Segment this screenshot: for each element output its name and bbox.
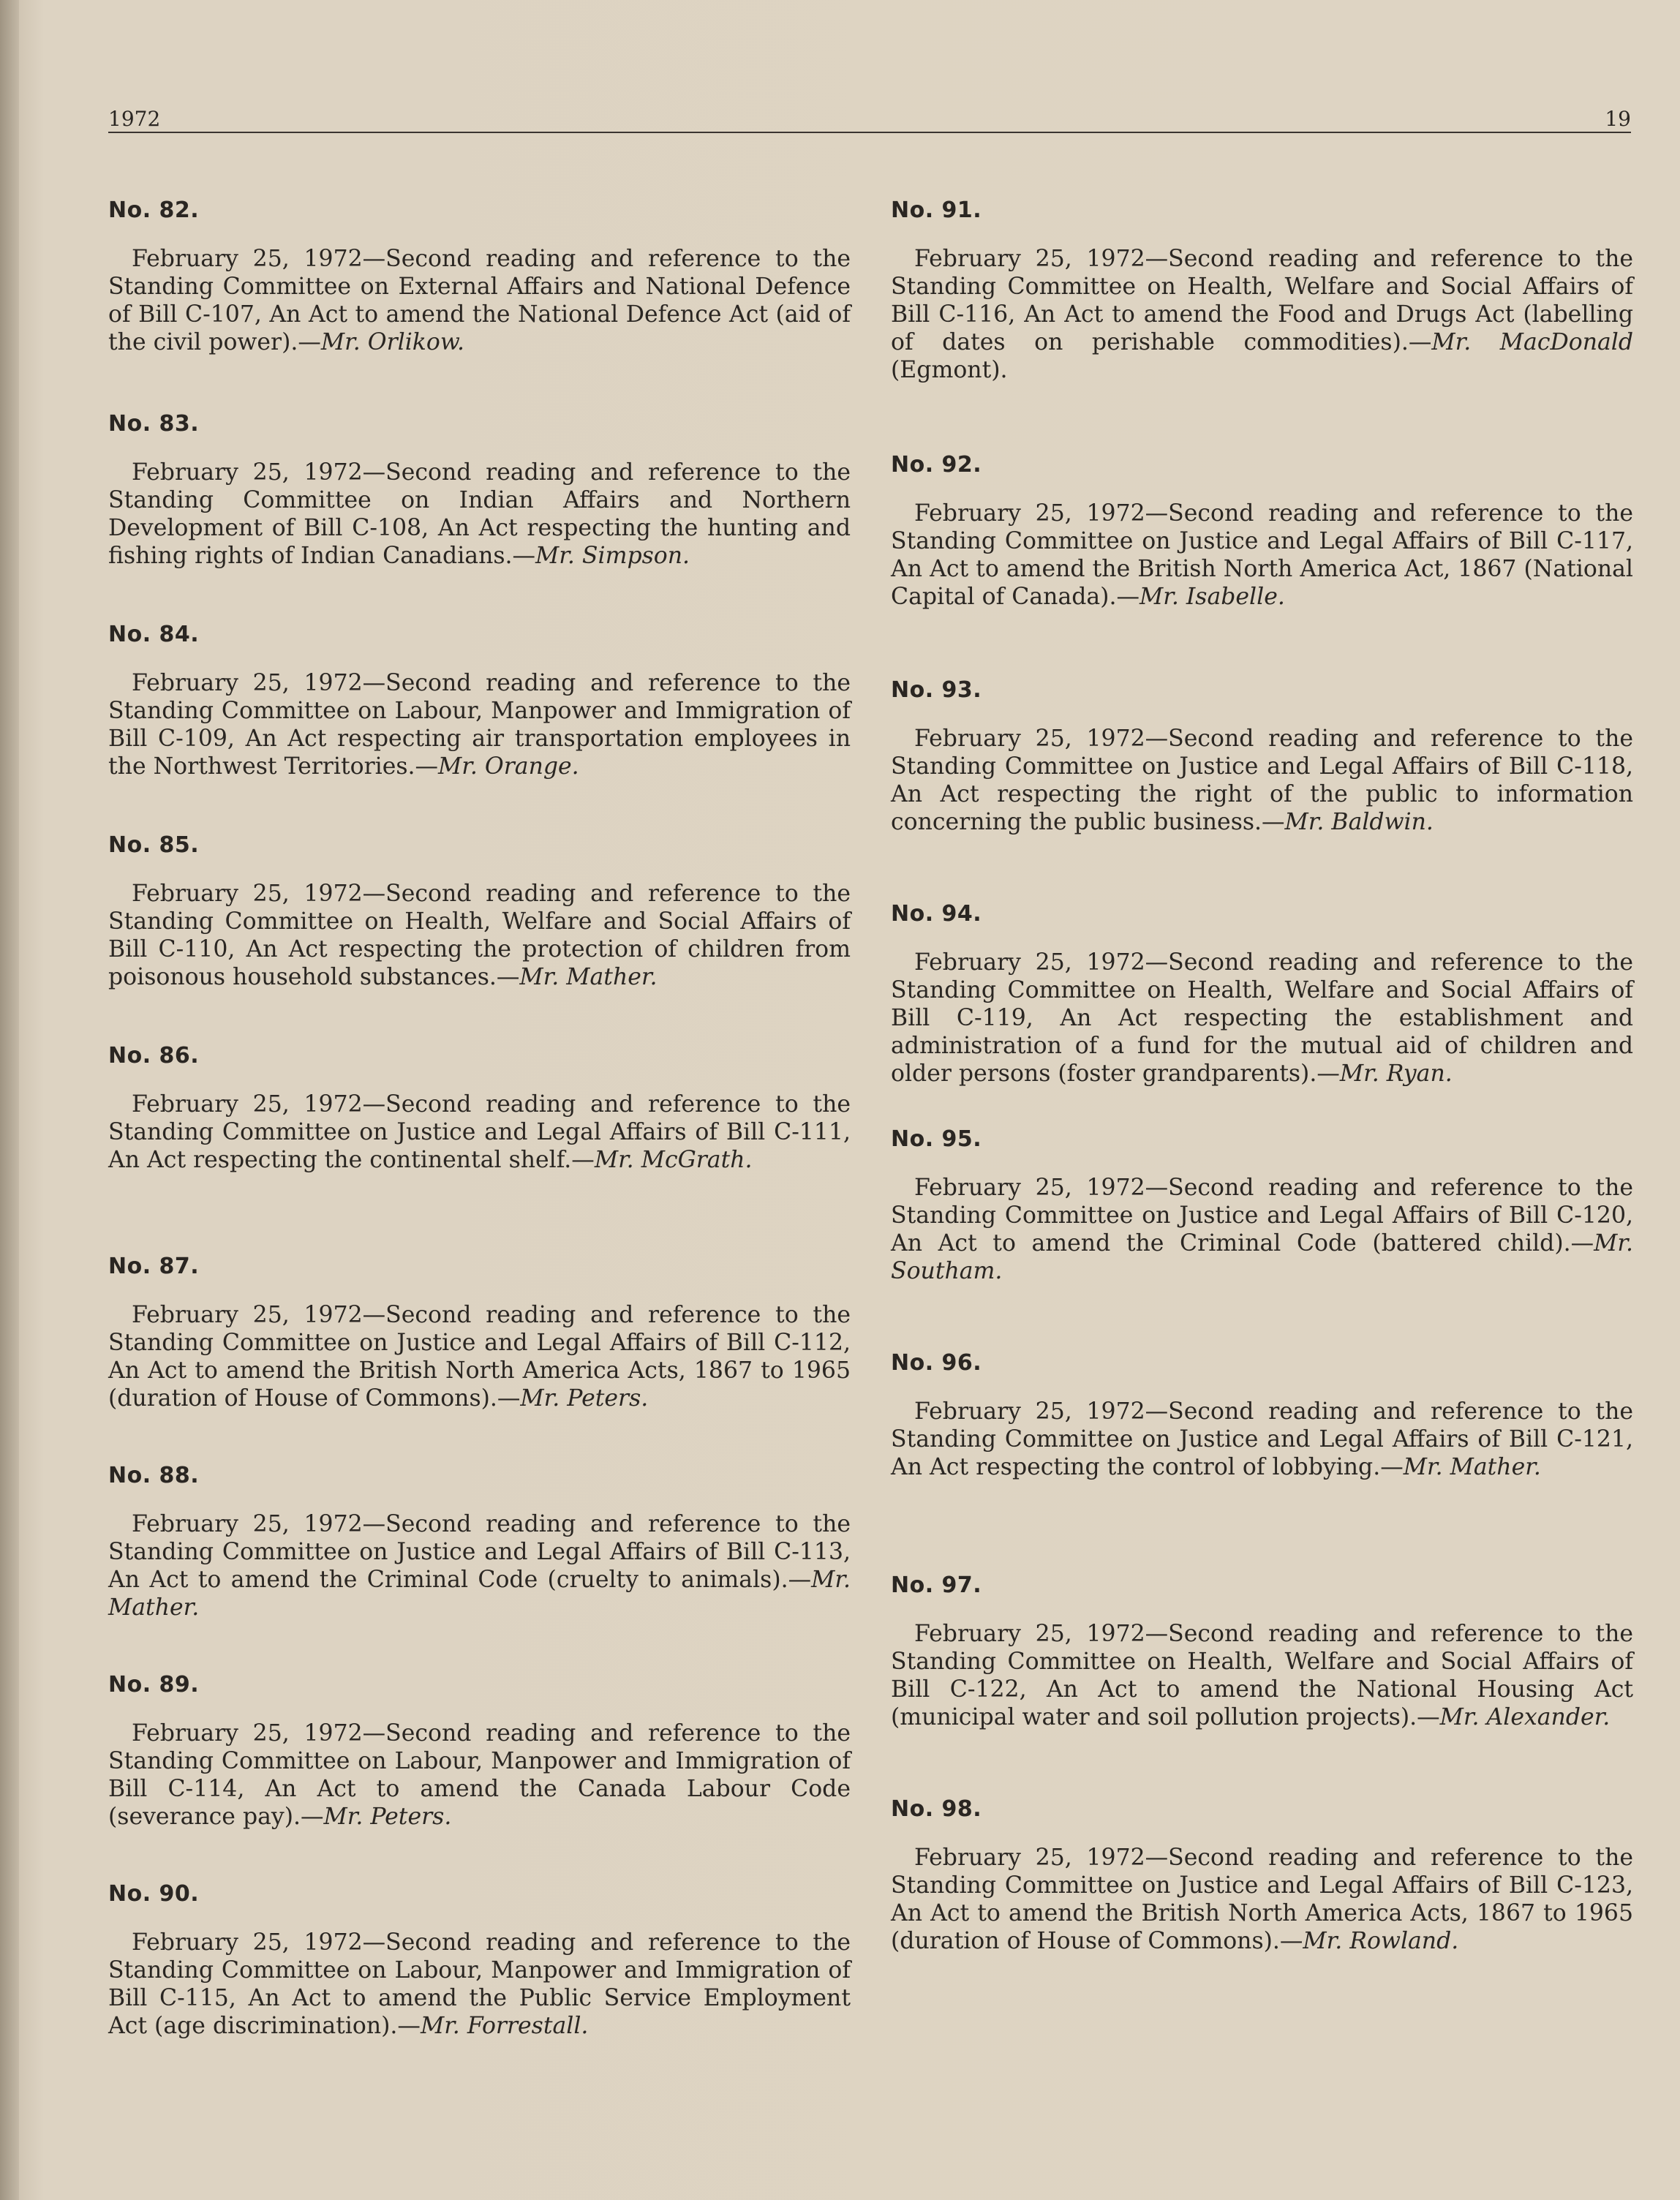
- entry-body: February 25, 1972—Second reading and reference to the Standing Committee on Justice and Legal Affairs of Bill C-117, An Act to amend the British North America Act, 1867 (National Capital of Canada).—: [891, 500, 1633, 610]
- entry-body: February 25, 1972—Second reading and reference to the Standing Committee on Justice and Legal Affairs of Bill C-120, An Act to amend the Criminal Code (battered child).—: [891, 1175, 1633, 1257]
- entry-number: No. 87.: [108, 1254, 200, 1279]
- entry-body: February 25, 1972—Second reading and reference to the Standing Committee on Indian Affairs and Northern Development of Bill C-108, An Act respecting the hunting and fishing rights of Indian Canadians.—: [108, 459, 851, 569]
- entry-text: [108, 459, 851, 570]
- entry-body: February 25, 1972—Second reading and reference to the Standing Committee on Justice and Legal Affairs of Bill C-113, An Act to amend the Criminal Code (cruelty to animals).—: [108, 1511, 851, 1593]
- entry-text: [108, 669, 851, 780]
- entry-number: No. 90.: [108, 1881, 200, 1907]
- entry-mover: Mr. Mather.: [519, 964, 658, 990]
- header-year: 1972: [108, 107, 161, 131]
- entry-number: No. 96.: [891, 1350, 982, 1376]
- entry-body: February 25, 1972—Second reading and reference to the Standing Committee on Justice and Legal Affairs of Bill C-121, An Act respecting the control of lobbying.—: [891, 1398, 1633, 1480]
- entry-mover: Mr. McGrath.: [594, 1147, 753, 1173]
- entry-text: [891, 1174, 1633, 1285]
- entry-number: No. 82.: [108, 197, 200, 223]
- entry-number: No. 84.: [108, 622, 200, 647]
- entry-body: February 25, 1972—Second reading and reference to the Standing Committee on Health, Welfare and Social Affairs of Bill C-110, An Act respecting the protection of children from poisonous household substances.—: [108, 881, 851, 990]
- entry-mover: Mr. Alexander.: [1439, 1704, 1611, 1730]
- entry-text: [891, 1398, 1633, 1481]
- entry-number: No. 83.: [108, 411, 200, 437]
- entry-body: February 25, 1972—Second reading and reference to the Standing Committee on Justice and Legal Affairs of Bill C-118, An Act respecting the right of the public to information concerning the public business.—: [891, 726, 1633, 835]
- entry-mover: Mr. Ryan.: [1339, 1061, 1453, 1087]
- entry-mover: Mr. Forrestall.: [420, 2013, 589, 2039]
- order-paper-entry: [108, 832, 851, 991]
- order-paper-entry: [108, 1043, 851, 1174]
- entry-body: February 25, 1972—Second reading and reference to the Standing Committee on Labour, Manpower and Immigration of Bill C-109, An Act respecting air transportation employees in the Northwest Territories.—: [108, 670, 851, 780]
- entry-text: [108, 1929, 851, 2040]
- entry-body: February 25, 1972—Second reading and reference to the Standing Committee on Health, Welfare and Social Affairs of Bill C-116, An Act to amend the Food and Drugs Act (labelling of dates on perishable commodities).—: [891, 246, 1633, 355]
- entry-number: No. 97.: [891, 1572, 982, 1598]
- entry-text: [891, 245, 1633, 384]
- order-paper-entry: [891, 677, 1633, 836]
- entry-mover: Mr. Mather.: [108, 1567, 851, 1621]
- entry-text: [108, 1301, 851, 1412]
- entry-text: [891, 1620, 1633, 1731]
- entry-mover: Mr. Orlikow.: [320, 329, 465, 355]
- order-paper-entry: [108, 411, 851, 570]
- page-number: 19: [1605, 107, 1631, 131]
- entry-mover: Mr. Rowland.: [1303, 1928, 1459, 1954]
- order-paper-entry: [108, 1254, 851, 1412]
- entry-text: [108, 1719, 851, 1831]
- entry-number: No. 94.: [891, 901, 982, 927]
- order-paper-entry: [891, 1126, 1633, 1285]
- entry-mover: Mr. Simpson.: [535, 543, 690, 569]
- entry-text: [891, 725, 1633, 836]
- entry-body: February 25, 1972—Second reading and reference to the Standing Committee on Labour, Manpower and Immigration of Bill C-114, An Act to amend the Canada Labour Code (severance pay).—: [108, 1720, 851, 1830]
- entry-number: No. 88.: [108, 1463, 200, 1488]
- entry-number: No. 93.: [891, 677, 982, 703]
- order-paper-entry: [891, 1572, 1633, 1731]
- book-spine-shadow: [0, 0, 19, 2200]
- entry-text: [108, 1090, 851, 1174]
- entry-mover: Mr. Mather.: [1403, 1454, 1541, 1480]
- order-paper-entry: [108, 1881, 851, 2040]
- entry-number: No. 89.: [108, 1672, 200, 1698]
- entry-mover: Mr. Southam.: [891, 1230, 1633, 1284]
- entry-mover: Mr. Peters.: [520, 1385, 649, 1412]
- entry-number: No. 95.: [891, 1126, 982, 1152]
- order-paper-entry: [108, 197, 851, 356]
- entry-mover: Mr. MacDonald: [1431, 329, 1633, 355]
- entry-number: No. 85.: [108, 832, 200, 858]
- entry-text: [108, 880, 851, 991]
- order-paper-entry: [891, 452, 1633, 611]
- entry-text: [891, 1844, 1633, 1955]
- entry-body: February 25, 1972—Second reading and reference to the Standing Committee on Health, Welfare and Social Affairs of Bill C-119, An Act respecting the establishment and administration of a fund for the mutual aid of children and older persons (foster grandparents).—: [891, 949, 1633, 1087]
- order-paper-entry: [891, 901, 1633, 1088]
- entry-body: February 25, 1972—Second reading and reference to the Standing Committee on Health, Welfare and Social Affairs of Bill C-122, An Act to amend the National Housing Act (municipal water and soil pollution projects).—: [891, 1621, 1633, 1730]
- entry-text: [108, 245, 851, 356]
- entry-body: February 25, 1972—Second reading and reference to the Standing Committee on Justice and Legal Affairs of Bill C-123, An Act to amend the British North America Acts, 1867 to 1965 (duration of House of Commons).—: [891, 1845, 1633, 1954]
- entry-mover: Mr. Baldwin.: [1284, 809, 1434, 835]
- entry-number: No. 86.: [108, 1043, 200, 1069]
- order-paper-entry: [108, 622, 851, 780]
- order-paper-entry: [108, 1672, 851, 1831]
- entry-body: February 25, 1972—Second reading and reference to the Standing Committee on Labour, Manpower and Immigration of Bill C-115, An Act to amend the Public Service Employment Act (age discrimination).—: [108, 1929, 851, 2039]
- entry-mover: Mr. Isabelle.: [1139, 584, 1285, 610]
- entry-mover: Mr. Orange.: [438, 753, 579, 780]
- order-paper-entry: [108, 1463, 851, 1621]
- entry-body: February 25, 1972—Second reading and reference to the Standing Committee on External Affairs and National Defence of Bill C-107, An Act to amend the National Defence Act (aid of the civil power).—: [108, 246, 851, 355]
- entry-number: No. 92.: [891, 452, 982, 478]
- entry-body: February 25, 1972—Second reading and reference to the Standing Committee on Justice and Legal Affairs of Bill C-112, An Act to amend the British North America Acts, 1867 to 1965 (duration of House of Commons).—: [108, 1302, 851, 1412]
- entry-mover-suffix: (Egmont).: [891, 357, 1008, 383]
- entry-text: [891, 949, 1633, 1088]
- order-paper-entry: [891, 1796, 1633, 1955]
- entry-text: [108, 1510, 851, 1621]
- order-paper-entry: [891, 1350, 1633, 1481]
- entry-mover: Mr. Peters.: [323, 1804, 452, 1830]
- running-head: [108, 102, 1631, 133]
- order-paper-entry: [891, 197, 1633, 384]
- entry-number: No. 91.: [891, 197, 982, 223]
- entry-text: [891, 500, 1633, 611]
- entry-body: February 25, 1972—Second reading and reference to the Standing Committee on Justice and Legal Affairs of Bill C-111, An Act respecting the continental shelf.—: [108, 1091, 851, 1173]
- entry-number: No. 98.: [891, 1796, 982, 1822]
